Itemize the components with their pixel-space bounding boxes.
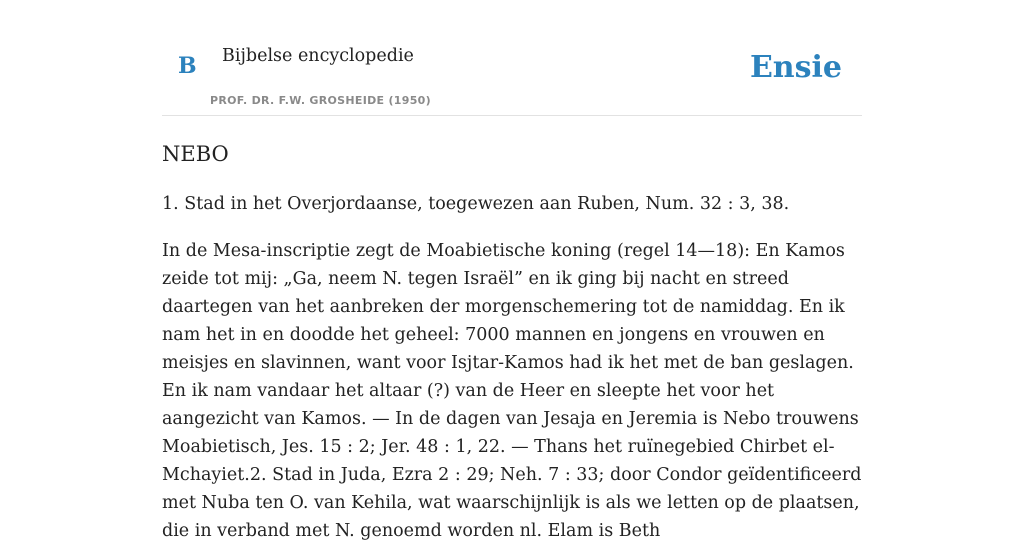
article-paragraph: In de Mesa-inscriptie zegt de Moabietische koning (regel 14—18): En Kamos zeide tot mij: „Ga, neem N. tegen Israël” en ik ging bij nacht en streed daartegen van het aanbreken der morgenschemering tot de namiddag. En ik nam het in en doodde het geheel: 7000 mannen en jongens en vrouwen en meisjes en slavinnen, want voor Isjtar-Kamos had ik het met de ban geslagen. En ik nam vandaar het altaar (?) van de Heer en sleepte het voor het aangezicht van Kamos. — In de dagen van Jesaja en Jeremia is Nebo trouwens Moabietisch, Jes. 15 : 2; Jer. 48 : 1, 22. — Thans het ruïnegebied Chirbet el-Mchayiet.2. Stad in Juda, Ezra 2 : 29; Neh. 7 : 33; door Condor geïdentificeerd met Nuba ten O. van Kehila, wat waarschijnlijk is als we letten op de plaatsen, die in verband met N. genoemd worden nl. Elam is Beth	[162, 241, 862, 541]
article-title: NEBO	[162, 142, 229, 166]
article-paragraph: 1. Stad in het Overjordaanse, toegewezen aan Ruben, Num. 32 : 3, 38.	[162, 194, 790, 214]
encyclopedia-logo[interactable]: B	[178, 53, 197, 79]
book-title-link[interactable]: Bijbelse encyclopedie	[222, 46, 414, 66]
ensie-brand-logo[interactable]: Ensie	[749, 50, 842, 85]
book-author: PROF. DR. F.W. GROSHEIDE (1950)	[210, 94, 431, 107]
article-body	[162, 138, 862, 545]
site-header	[162, 0, 862, 116]
